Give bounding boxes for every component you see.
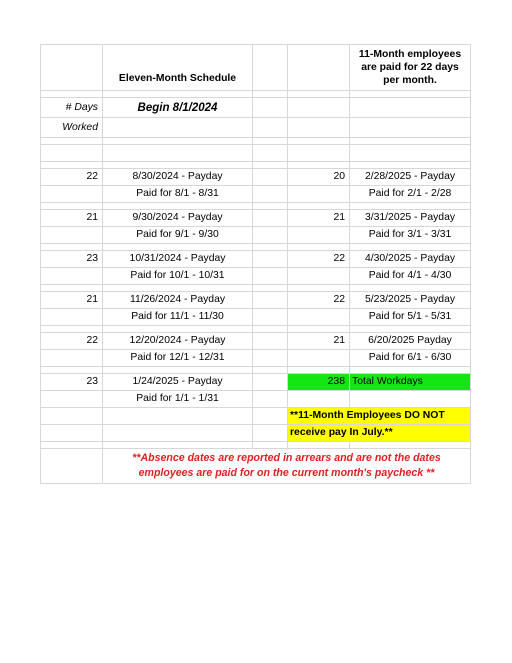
paid-for-row [41,186,471,203]
empty-row [41,145,471,162]
payday-row [41,251,471,268]
days-worked[interactable]: 22 [288,292,350,309]
schedule-table [40,44,471,484]
payday-row [41,169,471,186]
cell[interactable] [288,118,350,138]
cell[interactable] [41,227,103,244]
paid-for-range[interactable]: Paid for 10/1 - 10/31 [103,268,253,285]
cell[interactable] [41,309,103,326]
payday-date[interactable]: 1/24/2025 - Payday [103,374,253,391]
cell[interactable] [253,350,288,367]
july-notice-line1[interactable]: **11-Month Employees DO NOT [288,408,471,425]
days-worked[interactable]: 20 [288,169,350,186]
days-label-line2[interactable]: Worked [41,118,103,138]
cell[interactable] [41,350,103,367]
days-worked[interactable]: 23 [41,374,103,391]
cell[interactable] [103,425,253,442]
schedule-title[interactable]: Eleven-Month Schedule [103,45,253,91]
spacer-row [41,91,471,98]
payday-date[interactable]: 4/30/2025 - Payday [350,251,471,268]
paid-for-range[interactable]: Paid for 9/1 - 9/30 [103,227,253,244]
cell[interactable] [350,98,471,118]
cell[interactable] [288,186,350,203]
paid-for-row [41,309,471,326]
cell[interactable] [253,45,288,91]
cell[interactable] [41,268,103,285]
cell[interactable] [350,391,471,408]
paid-for-range[interactable]: Paid for 5/1 - 5/31 [350,309,471,326]
payroll-schedule-sheet [40,44,470,484]
cell[interactable] [288,98,350,118]
cell[interactable] [288,391,350,408]
cell[interactable] [253,374,288,391]
cell[interactable] [253,169,288,186]
cell[interactable] [103,408,253,425]
days-worked[interactable]: 22 [41,333,103,350]
payday-date[interactable]: 6/20/2025 Payday [350,333,471,350]
cell[interactable] [253,408,288,425]
header-row [41,45,471,91]
payday-date[interactable]: 5/23/2025 - Payday [350,292,471,309]
cell[interactable] [288,45,350,91]
total-workdays-label[interactable]: Total Workdays [350,374,471,391]
payday-date[interactable]: 9/30/2024 - Payday [103,210,253,227]
paid-for-range[interactable]: Paid for 4/1 - 4/30 [350,268,471,285]
paid-for-range[interactable]: Paid for 11/1 - 11/30 [103,309,253,326]
july-notice-row-1 [41,408,471,425]
days-worked[interactable]: 22 [288,251,350,268]
days-worked[interactable]: 21 [41,292,103,309]
payday-row [41,210,471,227]
cell[interactable] [253,292,288,309]
payday-date[interactable]: 2/28/2025 - Payday [350,169,471,186]
paid-for-range[interactable]: Paid for 2/1 - 2/28 [350,186,471,203]
cell[interactable] [253,391,288,408]
paid-for-range[interactable]: Paid for 6/1 - 6/30 [350,350,471,367]
payday-date[interactable]: 12/20/2024 - Payday [103,333,253,350]
cell[interactable] [253,118,288,138]
july-notice-row-2 [41,425,471,442]
days-label-line1[interactable]: # Days [41,98,103,118]
july-notice-line2[interactable]: receive pay In July.** [288,425,471,442]
payday-row [41,374,471,391]
pay-policy-heading[interactable]: 11-Month employees are paid for 22 days per month. [350,45,471,91]
footnote-row [41,449,471,484]
payday-date[interactable]: 11/26/2024 - Payday [103,292,253,309]
cell[interactable] [41,391,103,408]
cell[interactable] [41,425,103,442]
cell[interactable] [288,350,350,367]
cell[interactable] [253,210,288,227]
total-workdays-value[interactable]: 238 [288,374,350,391]
cell[interactable] [253,186,288,203]
cell[interactable] [253,309,288,326]
cell[interactable] [288,309,350,326]
cell[interactable] [41,45,103,91]
cell[interactable] [253,268,288,285]
paid-for-row [41,268,471,285]
cell[interactable] [41,408,103,425]
begin-row [41,98,471,118]
payday-row [41,292,471,309]
days-worked[interactable]: 23 [41,251,103,268]
payday-date[interactable]: 8/30/2024 - Payday [103,169,253,186]
cell[interactable] [253,333,288,350]
cell[interactable] [253,227,288,244]
paid-for-row [41,227,471,244]
cell[interactable] [288,227,350,244]
paid-for-row [41,391,471,408]
cell[interactable] [41,449,103,484]
days-worked[interactable]: 21 [288,333,350,350]
cell[interactable] [253,98,288,118]
absence-footnote[interactable]: **Absence dates are reported in arrears and are not the dates employees are paid for on the current month's paycheck ** [103,449,471,484]
worked-row [41,118,471,138]
paid-for-range[interactable]: Paid for 3/1 - 3/31 [350,227,471,244]
cell[interactable] [103,118,253,138]
payday-row [41,333,471,350]
cell[interactable] [350,118,471,138]
cell[interactable] [253,425,288,442]
cell[interactable] [41,186,103,203]
cell[interactable] [253,251,288,268]
paid-for-row [41,350,471,367]
cell[interactable] [288,268,350,285]
payday-date[interactable]: 10/31/2024 - Payday [103,251,253,268]
paid-for-range[interactable]: Paid for 12/1 - 12/31 [103,350,253,367]
days-worked[interactable]: 22 [41,169,103,186]
days-worked[interactable]: 21 [288,210,350,227]
paid-for-range[interactable]: Paid for 1/1 - 1/31 [103,391,253,408]
paid-for-range[interactable]: Paid for 8/1 - 8/31 [103,186,253,203]
days-worked[interactable]: 21 [41,210,103,227]
payday-date[interactable]: 3/31/2025 - Payday [350,210,471,227]
begin-date[interactable]: Begin 8/1/2024 [103,98,253,118]
